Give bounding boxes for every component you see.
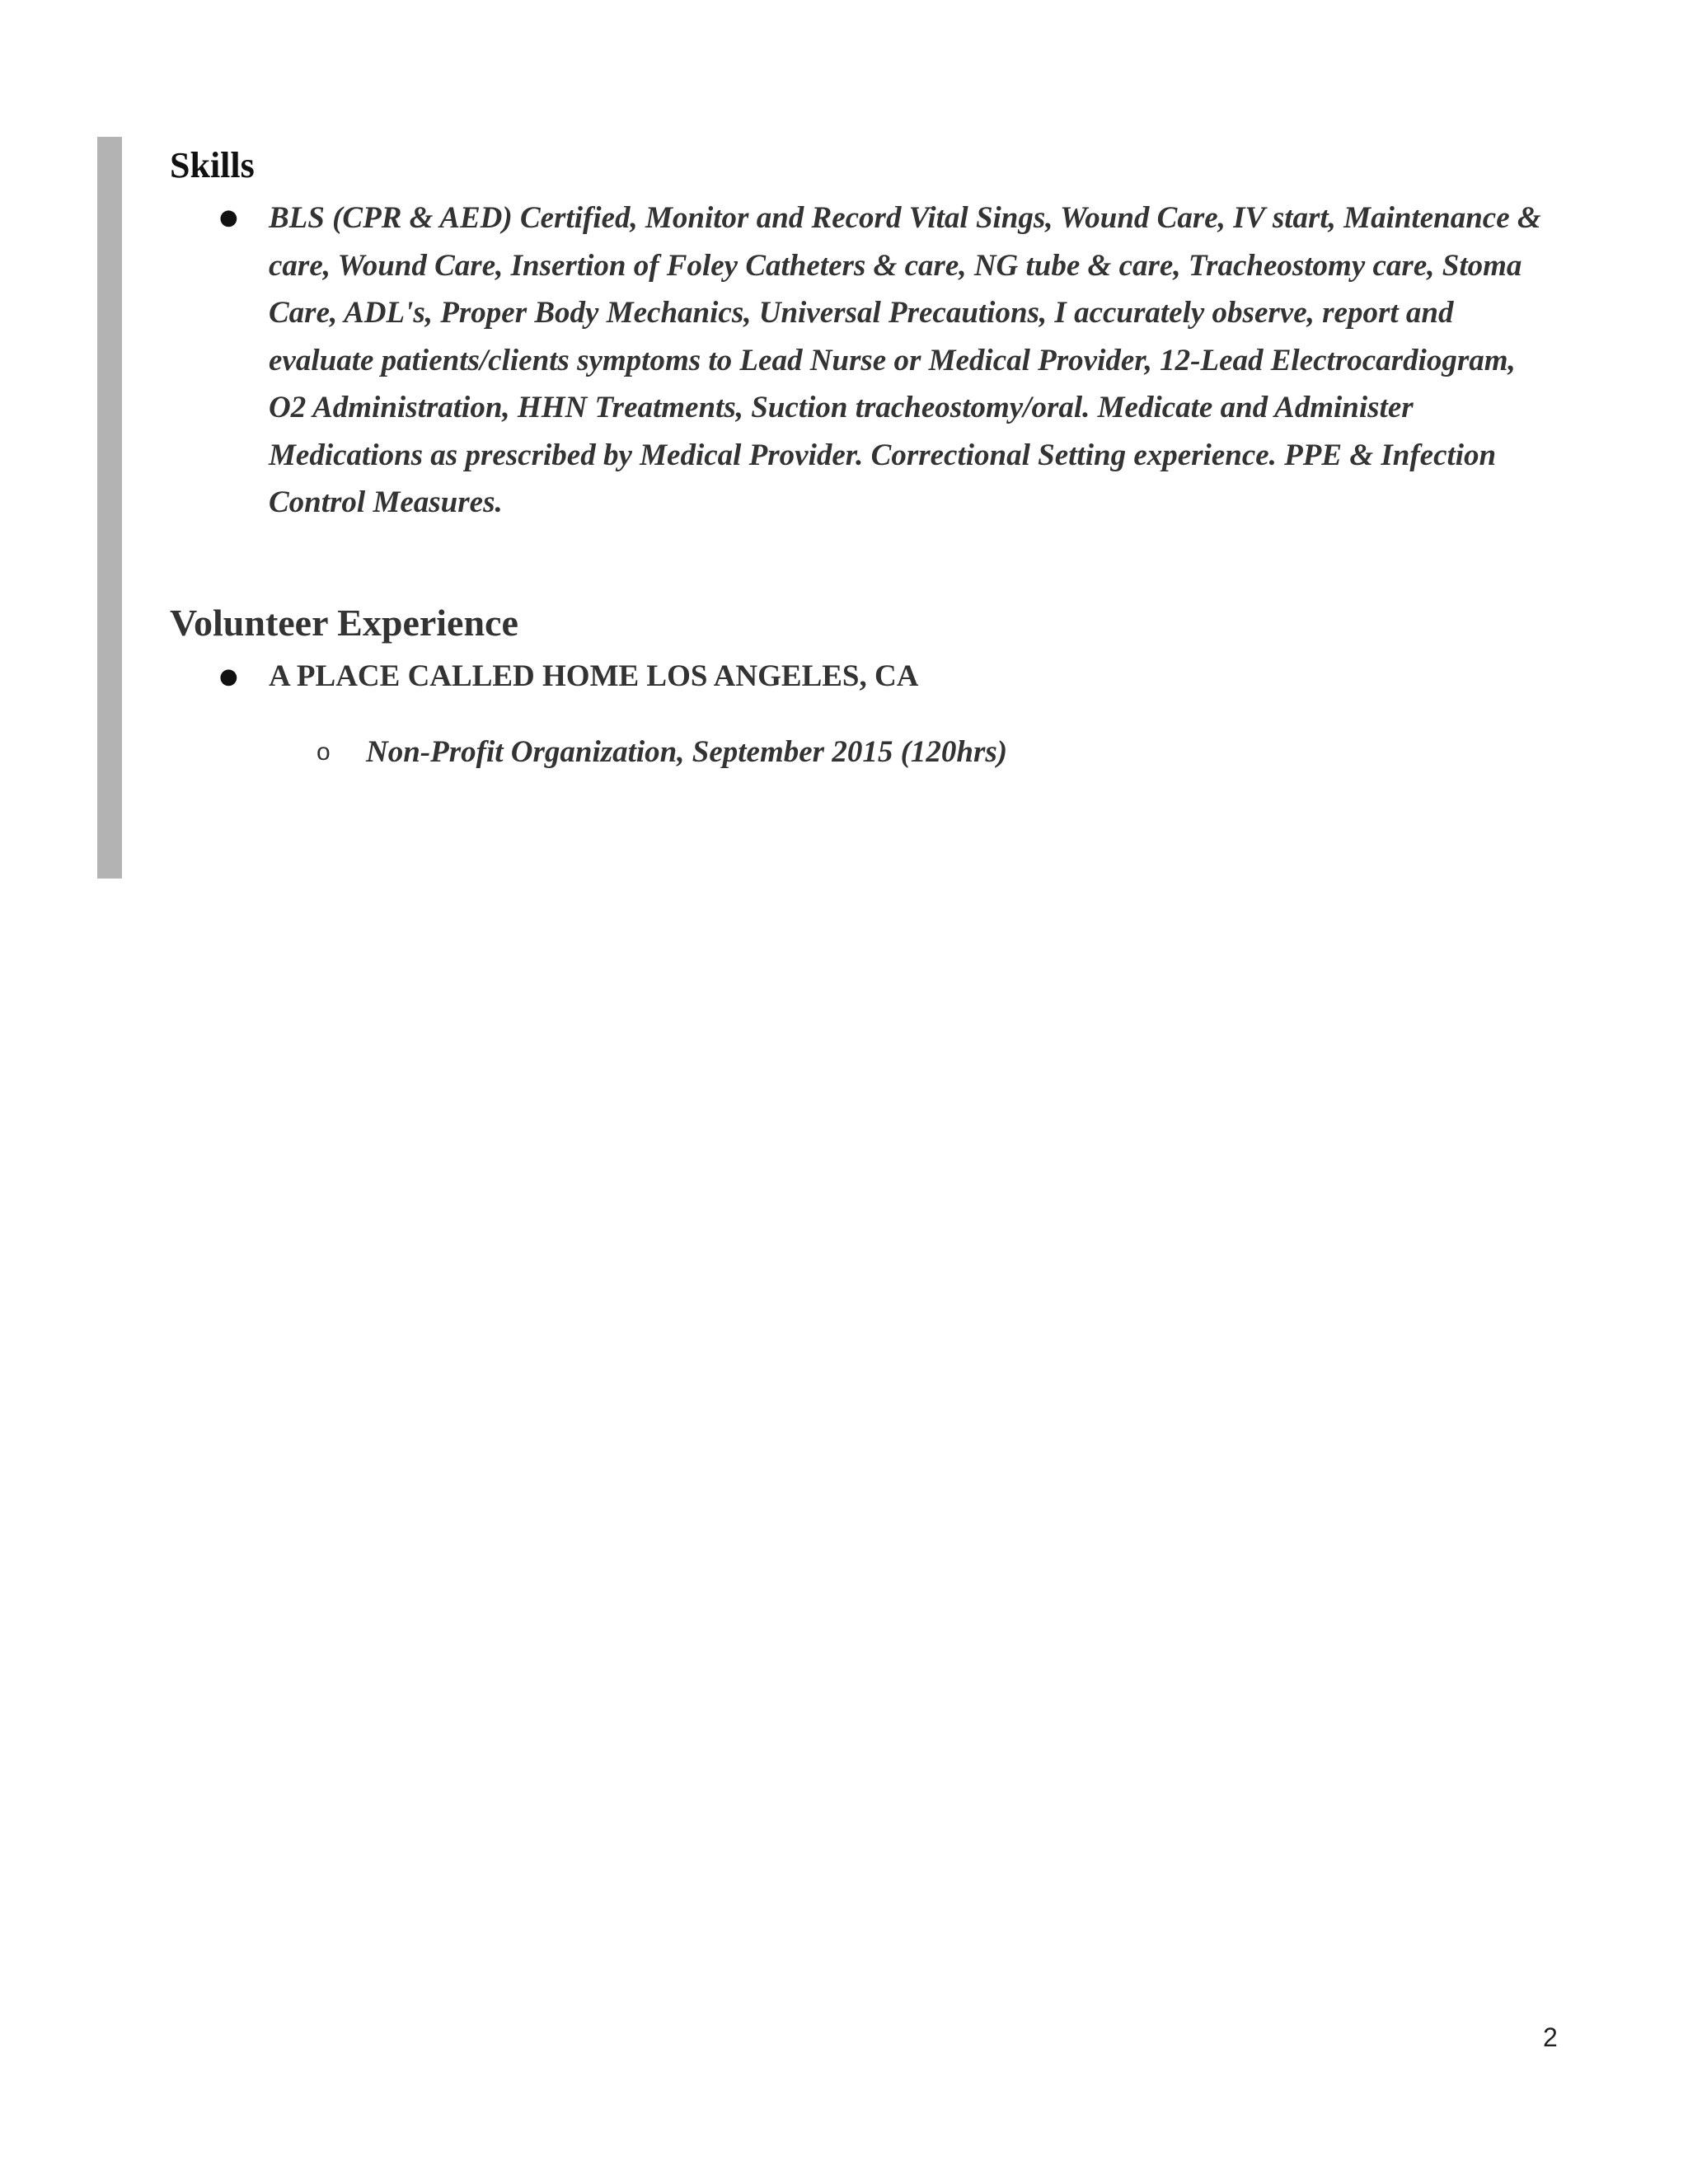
volunteer-heading [170,594,1538,652]
skills-list [170,194,1541,527]
skills-text: BLS (CPR & AED) Certified, Monitor and Record Vital Sings, Wound Care, IV start, Maintenance & care, Wound Care, Insertion of Foley Catheters & care, NG tube & care, Tracheostomy care, Stoma Care, ADL's, Proper Body Mechanics, Universal Precautions, I accurately observe, report and evaluate patients/clients symptoms to Lead Nurse or Medical Provider, 12-Lead Electrocardiogram, O2 Administration, HHN Treatments, Suction tracheostomy/oral. Medicate and Administer Medications as prescribed by Medical Provider. Correctional Setting experience. PPE & Infection Control Measures. [269,201,1541,519]
list-item [170,729,1538,776]
volunteer-heading-text: Volunteer Experience [170,601,518,644]
volunteer-list [170,652,1538,776]
bullet-icon: ● [219,205,238,230]
circle-bullet-icon: o [316,738,331,766]
volunteer-detail: Non-Profit Organization, September 2015 (120hrs) [366,734,1008,769]
volunteer-details-list [269,729,1538,776]
page-content [170,137,1541,776]
skills-heading: Skills [170,145,255,185]
page-number: 2 [1543,2022,1558,2052]
volunteer-organization: A PLACE CALLED HOME LOS ANGELES, CA [269,658,919,693]
list-item [170,652,1538,776]
section-accent-bar [97,137,122,879]
list-item [170,194,1541,527]
bullet-icon: ● [219,663,238,689]
